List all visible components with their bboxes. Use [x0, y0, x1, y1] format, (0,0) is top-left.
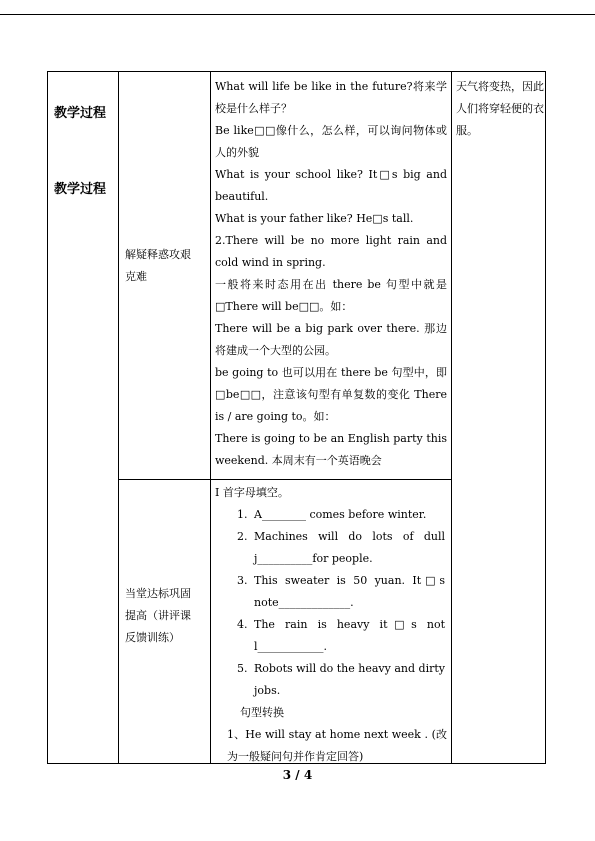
content-line: Be like□□像什么，怎么样，可以询问物体或人的外貌: [215, 124, 447, 159]
section-label-difficulties: [125, 244, 203, 288]
section-label-line: 提高（讲评课: [125, 609, 191, 622]
exercise-number: 5.: [237, 662, 248, 675]
content-line: What will life be like in the future?将来学校是什么样子？: [215, 80, 447, 115]
exercise-text: A________ comes before winter.: [254, 508, 427, 521]
exercise-text: The rain is heavy it□s not l____________.: [254, 618, 445, 653]
exercise-heading: I 首字母填空。: [215, 486, 289, 499]
section-label-line: 反馈训练）: [125, 631, 180, 644]
section-label-line: 解疑释惑攻艰: [125, 248, 191, 261]
exercise-number: 3.: [237, 574, 248, 587]
teacher-note: 天气将变热，因此人们将穿轻便的衣服。: [456, 80, 544, 137]
column-divider: [210, 72, 211, 763]
exercise-number: 4.: [237, 618, 248, 631]
lesson-plan-table: [47, 71, 546, 764]
exercise-list: [215, 504, 447, 702]
content-line: There is going to be an English party this weekend. 本周末有一个英语晚会: [215, 432, 447, 467]
exercise-number: 1.: [237, 508, 248, 521]
section-label-practice: [125, 583, 203, 649]
column-divider: [118, 72, 119, 763]
explanation-content: [215, 76, 447, 472]
exercise-text: Machines will do lots of dull j__________for people.: [254, 530, 445, 565]
sentence-transform-heading: 句型转换: [240, 706, 284, 719]
exercise-text: Robots will do the heavy and dirty jobs.: [254, 662, 445, 697]
content-line: 2.There will be no more light rain and cold wind in spring.: [215, 234, 447, 269]
content-line: What is your school like? It□s big and beautiful.: [215, 168, 447, 203]
content-line: 一般将来时态用在出 there be 句型中就是□There will be□□。如：: [215, 278, 447, 313]
stage-label: 教学过程: [54, 182, 107, 197]
row-divider: [118, 479, 451, 480]
content-line: What is your father like? He□s tall.: [215, 212, 414, 225]
exercise-item: [215, 526, 447, 570]
sentence-transform-item: 1、He will stay at home next week . (改为一般疑问句并作肯定回答): [227, 728, 447, 763]
section-label-line: 当堂达标巩固: [125, 587, 191, 600]
content-line: be going to 也可以用在 there be 句型中，即□be□□，注意该句型有单复数的变化 There is / are going to。如：: [215, 366, 447, 423]
header-rule: [0, 14, 595, 15]
exercise-item: [215, 614, 447, 658]
stage-label: 教学过程: [54, 106, 107, 121]
exercise-text: This sweater is 50 yuan. It□s note_____________.: [254, 574, 445, 609]
page-number: 3 / 4: [282, 768, 313, 782]
exercise-item: [215, 504, 447, 526]
column-divider: [451, 72, 452, 763]
exercise-number: 2.: [237, 530, 248, 543]
exercise-item: [215, 658, 447, 702]
section-label-line: 克难: [125, 270, 147, 283]
exercise-item: [215, 570, 447, 614]
practice-content: [215, 482, 447, 768]
content-line: There will be a big park over there. 那边将建成一个大型的公园。: [215, 322, 447, 357]
